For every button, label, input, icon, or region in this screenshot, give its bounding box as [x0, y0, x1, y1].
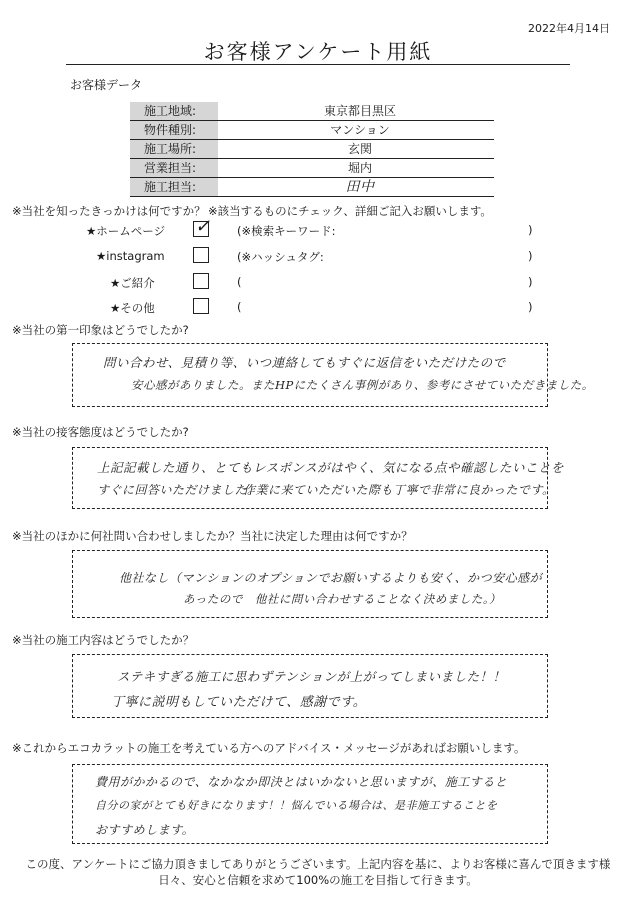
- customer-section-title: お客様データ: [70, 78, 143, 92]
- q1-option-detail: (: [237, 275, 242, 289]
- q3-answer-box[interactable]: [72, 447, 565, 509]
- checkmark-icon: ✓: [195, 216, 211, 237]
- q3-question: ※当社の接客態度はどうでしたか?: [12, 425, 189, 439]
- title-underline: [66, 64, 570, 65]
- q6-answer-box[interactable]: [72, 764, 548, 844]
- info-value: マンション: [330, 123, 390, 137]
- info-row-installer: [130, 178, 494, 197]
- footer-line: 日々、安心と信頼を求めて100%の施工を目指して行きます。: [158, 873, 478, 887]
- q6-answer-line: 費用がかかるので、なかなか即決とはいかないと思いますが、施工すると: [95, 775, 508, 789]
- q5-answer-line: 丁寧に説明もしていただけて、感謝です。: [111, 695, 367, 710]
- q1-instruction: ※該当するものにチェック、詳細ご記入お願いします。: [208, 204, 492, 218]
- q1-option-label: ★ホームページ: [86, 224, 166, 238]
- q1-option-detail: (※ハッシュタグ:: [237, 250, 324, 264]
- q1-option-label: ★instagram: [96, 249, 165, 263]
- q1-option-detail: (: [237, 300, 242, 314]
- info-value: 東京都目黒区: [323, 104, 396, 118]
- q2-question: ※当社の第一印象はどうでしたか?: [12, 323, 189, 337]
- q5-answer-line: ステキすぎる施工に思わずテンションが上がってしまいました！！: [117, 669, 506, 684]
- q5-answer-box[interactable]: [72, 654, 548, 718]
- info-row-property: [130, 121, 494, 140]
- q1-option-close: ): [528, 249, 533, 263]
- q6-question: ※これからエコカラットの施工を考えている方へのアドバイス・メッセージがあればお願いします。: [12, 741, 526, 755]
- q3-answer-line: すぐに回答いただけました。: [97, 483, 260, 497]
- info-value: 玄関: [347, 142, 372, 156]
- q4-answer-line: あったので 他社に問い合わせすることなく決めました。）: [183, 592, 502, 606]
- q4-question: ※当社のほかに何社問い合わせしましたか？当社に決定した理由は何ですか？: [12, 529, 413, 543]
- q4-answer-box[interactable]: [72, 550, 548, 618]
- q1-option-checkbox-homepage[interactable]: [193, 216, 211, 237]
- info-label: 施工地域:: [130, 102, 218, 120]
- info-label: 施工担当:: [130, 178, 218, 196]
- q1-option-label: ★ご紹介: [110, 276, 155, 290]
- info-value: 堀内: [347, 161, 372, 175]
- q1-question: ※当社を知ったきっかけは何ですか？: [12, 204, 206, 218]
- q1-option-close: ): [528, 223, 533, 237]
- q2-answer-line: 問い合わせ、見積り等、いつ連絡してもすぐに返信をいただけたので: [103, 355, 506, 370]
- footer-line: この度、アンケートにご協力頂きましてありがとうございます。上記内容を基に、よりお客様に喜んで頂きます様: [25, 857, 611, 871]
- q1-option-checkbox-other[interactable]: [193, 298, 209, 314]
- info-row-area: [130, 102, 494, 121]
- q1-option-checkbox-referral[interactable]: [193, 273, 209, 289]
- q3-answer-line: 上記記載した通り、とてもレスポンスがはやく、気になる点や確認したいことを: [97, 460, 565, 475]
- q5-question: ※当社の施工内容はどうでしたか？: [12, 633, 195, 647]
- q1-option-detail: (※検索キーワード:: [237, 224, 336, 238]
- q6-answer-line: 自分の家がとても好きになります！！悩んでいる場合は、是非施工することを: [95, 799, 498, 812]
- q1-option-close: ): [528, 275, 533, 289]
- q1-option-label: ★その他: [110, 301, 155, 315]
- q2-answer-line: 安心感がありました。またHPにたくさん事例があり、参考にさせていただきました。: [131, 378, 594, 392]
- q1-option-checkbox-instagram[interactable]: [193, 247, 209, 263]
- q1-option-close: ): [528, 300, 533, 314]
- info-label: 営業担当:: [130, 159, 218, 177]
- q3-answer-tail: 作業に来ていただいた際も丁寧で非常に良かったです。: [243, 483, 555, 497]
- q6-answer-line: おすすめします。: [95, 823, 195, 837]
- q2-answer-box[interactable]: [72, 343, 594, 407]
- info-row-sales: [130, 159, 494, 178]
- info-row-location: [130, 140, 494, 159]
- info-label: 施工場所:: [130, 140, 218, 158]
- info-label: 物件種別:: [130, 121, 218, 139]
- page-title: お客様アンケート用紙: [203, 40, 433, 64]
- q4-answer-line: 他社なし（マンションのオプションでお願いするよりも安く、かつ安心感が: [119, 571, 543, 585]
- info-value-handwritten: 田中: [345, 179, 375, 195]
- survey-date: 2022年4月14日: [528, 22, 610, 35]
